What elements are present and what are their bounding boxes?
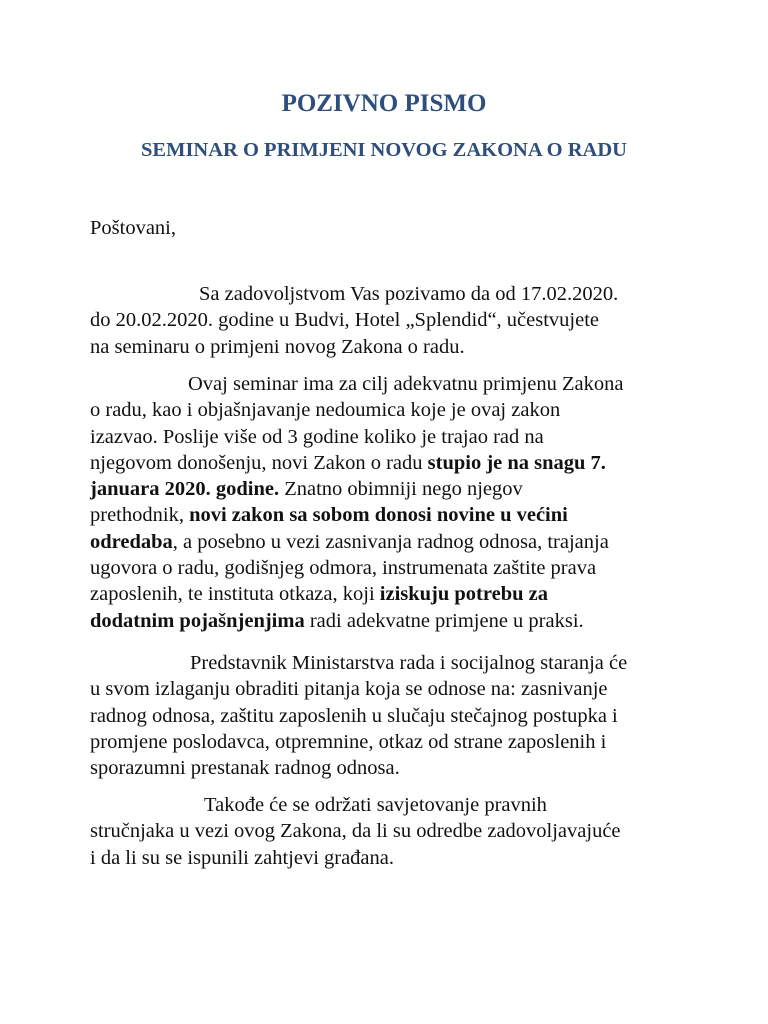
paragraph-line: Predstavnik Ministarstva rada i socijalnog staranja će — [190, 652, 628, 674]
paragraph-line — [90, 476, 710, 502]
paragraph-line: ugovora o radu, godišnjeg odmora, instrumenata zaštite prava — [90, 557, 597, 580]
paragraph-line: izazvao. Poslije više od 3 godine koliko je trajao rad na — [90, 425, 544, 448]
paragraph-line: Takođe će se održati savjetovanje pravnih — [204, 794, 547, 816]
paragraph-line — [90, 502, 710, 528]
bold-text-run: dodatnim pojašnjenjima — [90, 609, 305, 632]
bold-text-run: odredaba — [90, 530, 173, 553]
bold-text-run: iziskuju potrebu za — [379, 583, 548, 606]
paragraph-line: Ovaj seminar ima za cilj adekvatnu primjenu Zakona — [188, 373, 624, 395]
paragraph-line: promjene poslodavca, otpremnine, otkaz od strane zaposlenih i — [90, 730, 607, 753]
text-run: radi adekvatne primjene u praksi. — [304, 609, 584, 632]
bold-text-run: januara 2020. godine. — [90, 478, 280, 501]
text-run: , a posebno u vezi zasnivanja radnog odnosa, trajanja — [172, 530, 609, 553]
paragraph-seminar-goal — [90, 371, 710, 634]
salutation: Poštovani, — [90, 217, 176, 239]
paragraph-line: do 20.02.2020. godine u Budvi, Hotel „Splendid“, učestvujete — [90, 309, 600, 332]
letter-title: POZIVNO PISMO — [281, 90, 487, 117]
paragraph-line: u svom izlaganju obraditi pitanja koja se odnose na: zasnivanje — [90, 678, 608, 701]
paragraph-line — [90, 450, 710, 476]
paragraph-line: Sa zadovoljstvom Vas pozivamo da od 17.02.2020. — [199, 283, 619, 305]
paragraph-line — [90, 608, 710, 634]
text-run: prethodnik, — [90, 504, 190, 527]
paragraph-line: stručnjaka u vezi ovog Zakona, da li su odredbe zadovoljavajuće — [90, 820, 621, 843]
paragraph-line — [90, 529, 710, 555]
paragraph-line: i da li su se ispunili zahtjevi građana. — [90, 846, 395, 869]
paragraph-line: na seminaru o primjeni novog Zakona o radu. — [90, 335, 465, 358]
paragraph-invitation — [90, 281, 710, 360]
bold-text-run: stupio je na snagu 7. — [427, 451, 606, 474]
text-run: zaposlenih, te instituta otkaza, koji — [90, 583, 380, 606]
paragraph-line — [90, 581, 710, 607]
paragraph-line: sporazumni prestanak radnog odnosa. — [90, 757, 400, 780]
paragraph-line: radnog odnosa, zaštitu zaposlenih u slučaju stečajnog postupka i — [90, 704, 618, 727]
paragraph-consultation — [90, 792, 710, 871]
text-run: njegovom donošenju, novi Zakon o radu — [90, 451, 428, 474]
text-run: Znatno obimniji nego njegov — [279, 478, 523, 501]
bold-text-run: novi zakon sa sobom donosi novine u većini — [189, 504, 568, 527]
letter-subtitle: SEMINAR O PRIMJENI NOVOG ZAKONA O RADU — [141, 139, 627, 161]
paragraph-line: o radu, kao i objašnjavanje nedoumica koje je ovaj zakon — [90, 399, 561, 422]
paragraph-ministry-topics — [90, 650, 710, 781]
